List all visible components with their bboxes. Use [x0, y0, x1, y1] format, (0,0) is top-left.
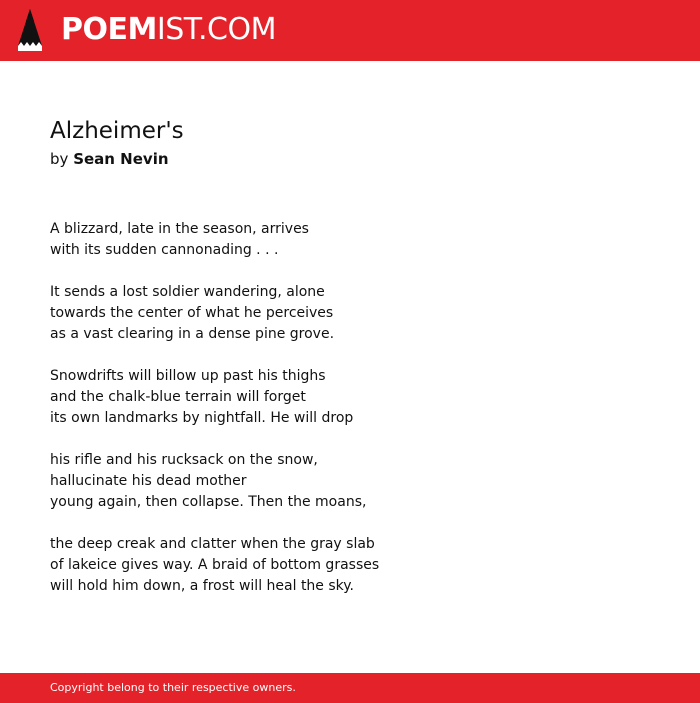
by-label: by [50, 150, 69, 168]
poem-line: A blizzard, late in the season, arrives [50, 221, 309, 237]
logo-bold-text: POEM [61, 12, 157, 47]
poem-title: Alzheimer's [50, 118, 184, 144]
poem-line: of lakeice gives way. A braid of bottom grasses [50, 557, 380, 573]
poem-line: the deep creak and clatter when the gray slab [50, 536, 375, 552]
pencil-tip-icon [17, 8, 43, 52]
poem-stanza [50, 366, 379, 429]
poem-byline [50, 149, 169, 169]
poem-line: will hold him down, a frost will heal the sky. [50, 578, 355, 594]
poem-line: as a vast clearing in a dense pine grove. [50, 326, 335, 342]
poem-author: Sean Nevin [73, 150, 169, 168]
poem-stanza [50, 450, 379, 513]
poem-line: with its sudden cannonading . . . [50, 242, 279, 258]
poem-line: his rifle and his rucksack on the snow, [50, 452, 318, 468]
poem-line: Snowdrifts will billow up past his thighs [50, 368, 326, 384]
poem-line: It sends a lost soldier wandering, alone [50, 284, 325, 300]
logo-light-text: IST.COM [156, 12, 276, 47]
site-logo[interactable] [61, 13, 276, 47]
site-footer [0, 673, 700, 703]
poem-line: its own landmarks by nightfall. He will drop [50, 410, 354, 426]
poem-line: and the chalk-blue terrain will forget [50, 389, 306, 405]
poem-body [50, 219, 379, 618]
copyright-notice: Copyright belong to their respective owners. [50, 681, 296, 694]
poem-line: young again, then collapse. Then the moans, [50, 494, 367, 510]
poem-stanza [50, 219, 379, 261]
poem-stanza [50, 282, 379, 345]
poem-line: hallucinate his dead mother [50, 473, 247, 489]
site-header [0, 0, 700, 61]
poem-line: towards the center of what he perceives [50, 305, 334, 321]
poem-stanza [50, 534, 379, 597]
